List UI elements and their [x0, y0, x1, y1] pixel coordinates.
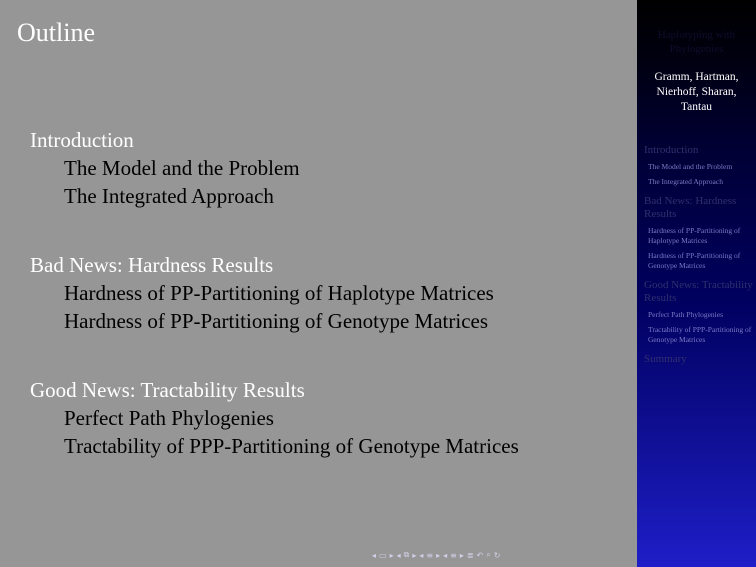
- outline-section-good-news[interactable]: Good News: Tractability Results: [30, 378, 305, 402]
- sidebar-navigation: [644, 136, 754, 366]
- outline-subsection-hardness-genotype[interactable]: Hardness of PP-Partitioning of Genotype Matrices: [64, 309, 489, 333]
- back-icon[interactable]: ↶: [476, 550, 484, 560]
- outline-subsection-perfect-path[interactable]: Perfect Path Phylogenies: [64, 406, 274, 430]
- sidebar-subsection-perfect-path[interactable]: Perfect Path Phylogenies: [648, 310, 723, 319]
- sidebar-author-line: Gramm, Hartman,: [654, 71, 739, 83]
- outline-subsection-integrated-approach[interactable]: The Integrated Approach: [64, 184, 274, 208]
- sidebar-title[interactable]: [637, 28, 756, 56]
- sidebar-subsection-integrated-approach[interactable]: The Integrated Approach: [648, 177, 723, 186]
- beamer-navigation-bar: [372, 548, 503, 562]
- outline-section-bad-news[interactable]: Bad News: Hardness Results: [30, 253, 274, 277]
- outline-list: [30, 126, 630, 460]
- outline-section-introduction[interactable]: Introduction: [30, 128, 134, 152]
- outline-subsection-model-problem[interactable]: The Model and the Problem: [64, 156, 300, 180]
- outline-gap: [30, 210, 630, 251]
- nav-arrow-left-icon[interactable]: ◂: [443, 550, 448, 560]
- appendix-icon[interactable]: ≣: [466, 550, 474, 560]
- subsection-icon[interactable]: ≡: [450, 550, 457, 560]
- search-icon[interactable]: ⌕: [486, 550, 491, 559]
- sidebar-subsection-tractability-ppp[interactable]: Tractability of PPP-Partitioning of Genotype Matrices: [648, 325, 752, 344]
- sidebar-section-summary[interactable]: Summary: [644, 353, 687, 365]
- sidebar-author-line: Nierhoff, Sharan,: [656, 86, 737, 98]
- sidebar-section-introduction[interactable]: Introduction: [644, 144, 699, 156]
- sidebar-subsection-hardness-haplotype[interactable]: Hardness of PP-Partitioning of Haplotype Matrices: [648, 226, 741, 245]
- forward-icon[interactable]: ↻: [493, 550, 501, 560]
- sidebar-author-line: Tantau: [680, 101, 713, 113]
- nav-arrow-right-icon[interactable]: ▸: [412, 550, 417, 560]
- sidebar-subsection-hardness-genotype[interactable]: Hardness of PP-Partitioning of Genotype Matrices: [648, 251, 741, 270]
- sidebar-title-line: Phylogenies: [669, 43, 724, 55]
- sidebar-section-bad-news[interactable]: Bad News: Hardness Results: [644, 195, 737, 220]
- frame-title: Outline: [17, 18, 95, 47]
- nav-arrow-left-icon[interactable]: ◂: [419, 550, 424, 560]
- sidebar-title-line: Haplotyping with: [657, 29, 736, 41]
- sidebar: [637, 0, 756, 567]
- slide-icon[interactable]: ▭: [379, 550, 387, 560]
- outline-subsection-hardness-haplotype[interactable]: Hardness of PP-Partitioning of Haplotype Matrices: [64, 281, 494, 305]
- sidebar-section-good-news[interactable]: Good News: Tractability Results: [644, 279, 753, 304]
- nav-arrow-left-icon[interactable]: ◂: [396, 550, 401, 560]
- nav-arrow-right-icon[interactable]: ▸: [436, 550, 441, 560]
- frame-icon[interactable]: ⧉: [403, 550, 410, 559]
- nav-arrow-right-icon[interactable]: ▸: [459, 550, 464, 560]
- nav-arrow-right-icon[interactable]: ▸: [389, 550, 394, 560]
- section-icon[interactable]: ≡: [426, 550, 434, 560]
- sidebar-authors: [637, 70, 756, 115]
- nav-arrow-left-icon[interactable]: ◂: [372, 550, 377, 560]
- sidebar-subsection-model-problem[interactable]: The Model and the Problem: [648, 162, 733, 171]
- outline-subsection-tractability-ppp[interactable]: Tractability of PPP-Partitioning of Genotype Matrices: [64, 434, 519, 458]
- outline-gap: [30, 335, 630, 376]
